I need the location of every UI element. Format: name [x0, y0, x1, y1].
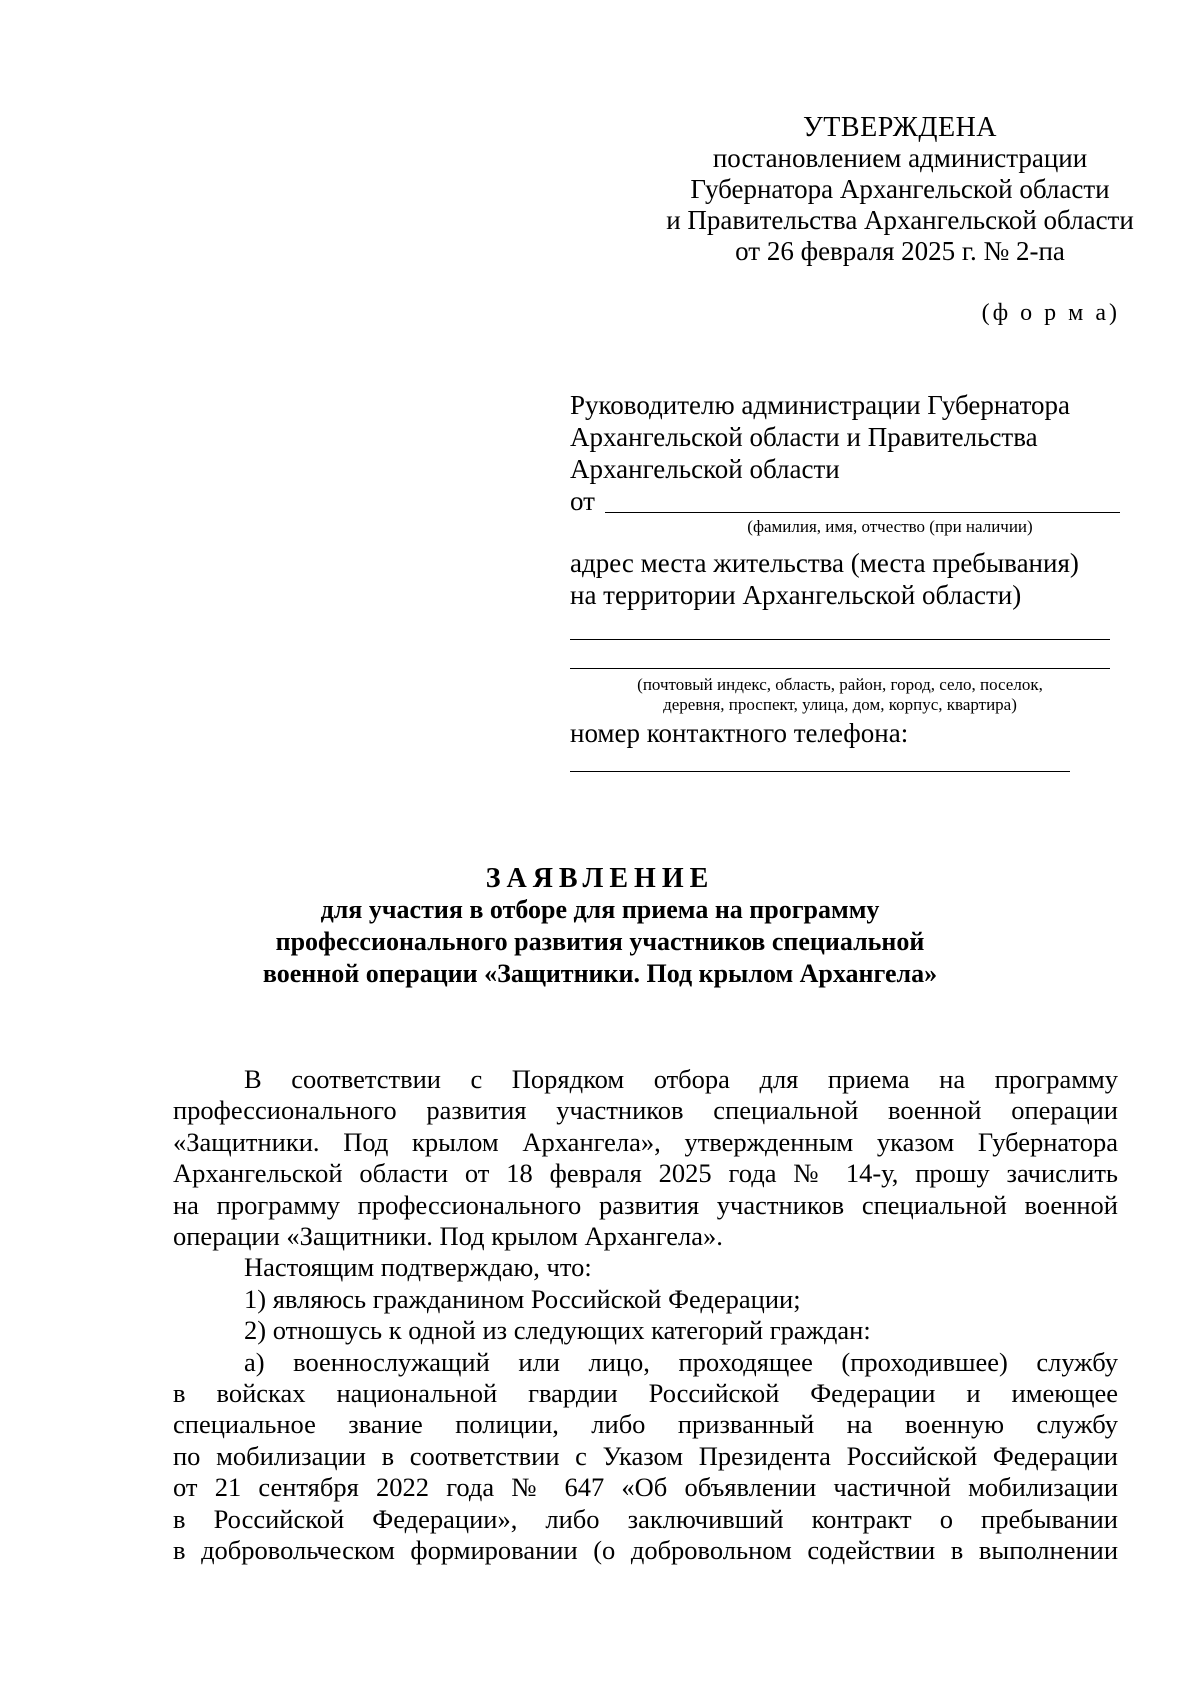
addressee-line: Архангельской области и Правительства: [570, 422, 1038, 452]
approval-line: Губернатора Архангельской области: [690, 174, 1110, 204]
address-fill-line[interactable]: [570, 668, 1110, 669]
statement-subtitle-line: для участия в отборе для приема на программу: [320, 895, 880, 924]
body-line: от 21 сентября 2022 года № 647 «Об объявлении частичной мобилизации: [173, 1472, 1118, 1503]
from-row: [570, 485, 1130, 517]
body-line: в добровольческом формировании (о добровольном содействии в выполнении: [173, 1535, 1118, 1566]
body-line: в войсках национальной гвардии Российской Федерации и имеющее: [173, 1378, 1118, 1409]
body-line: операции «Защитники. Под крылом Архангела».: [173, 1221, 723, 1252]
body-line: а) военнослужащий или лицо, проходящее (проходившее) службу: [244, 1346, 1118, 1377]
approval-block: [600, 112, 1200, 267]
phone-fill-line[interactable]: [570, 771, 1070, 772]
address-fill-line[interactable]: [570, 639, 1110, 640]
phone-label: номер контактного телефона:: [570, 718, 909, 748]
from-label: от: [570, 486, 595, 516]
approval-line: постановлением администрации: [712, 143, 1088, 173]
body-line: Архангельской области от 18 февраля 2025 года № 14-у, прошу зачислить: [173, 1158, 1118, 1189]
statement-subtitle-line: военной операции «Защитники. Под крылом Архангела»: [262, 959, 938, 988]
address-label: на территории Архангельской области): [570, 580, 1022, 610]
approval-line: и Правительства Архангельской области: [666, 205, 1134, 235]
body-line: 2) отношусь к одной из следующих категорий граждан:: [244, 1315, 871, 1346]
body-line: в Российской Федерации», либо заключивший контракт о пребывании: [173, 1503, 1118, 1534]
body-line: на программу профессионального развития участников специальной военной: [173, 1189, 1118, 1220]
statement-subtitle-line: профессионального развития участников специальной: [275, 927, 925, 956]
body-line: Настоящим подтверждаю, что:: [244, 1252, 592, 1283]
address-hint: (почтовый индекс, область, район, город, село, поселок,: [637, 675, 1043, 694]
statement-subtitle: [0, 894, 1200, 990]
name-hint: (фамилия, имя, отчество (при наличии): [747, 517, 1033, 536]
addressee-line: Руководителю администрации Губернатора: [570, 390, 1071, 420]
approval-line: от 26 февраля 2025 г. № 2-па: [735, 236, 1065, 266]
address-label: адрес места жительства (места пребывания): [570, 548, 1079, 578]
body-line: 1) являюсь гражданином Российской Федерации;: [244, 1283, 801, 1314]
addressee-line: Архангельской области: [570, 454, 840, 484]
body-text: [173, 1064, 1118, 1567]
name-fill-line[interactable]: [605, 512, 1120, 513]
body-line: по мобилизации в соответствии с Указом Президента Российской Федерации: [173, 1440, 1118, 1471]
addressee-block: [570, 389, 1130, 772]
address-hint: деревня, проспект, улица, дом, корпус, квартира): [663, 695, 1017, 714]
form-note: (ф о р м а): [981, 300, 1120, 326]
approval-title: УТВЕРЖДЕНА: [802, 112, 998, 143]
statement-title: ЗАЯВЛЕНИЕ: [485, 863, 715, 894]
body-line: «Защитники. Под крылом Архангела», утвержденным указом Губернатора: [173, 1126, 1118, 1157]
body-line: В соответствии с Порядком отбора для приема на программу: [244, 1064, 1118, 1094]
body-line: профессионального развития участников специальной военной операции: [173, 1095, 1118, 1126]
body-line: специальное звание полиции, либо призванный на военную службу: [173, 1409, 1118, 1440]
